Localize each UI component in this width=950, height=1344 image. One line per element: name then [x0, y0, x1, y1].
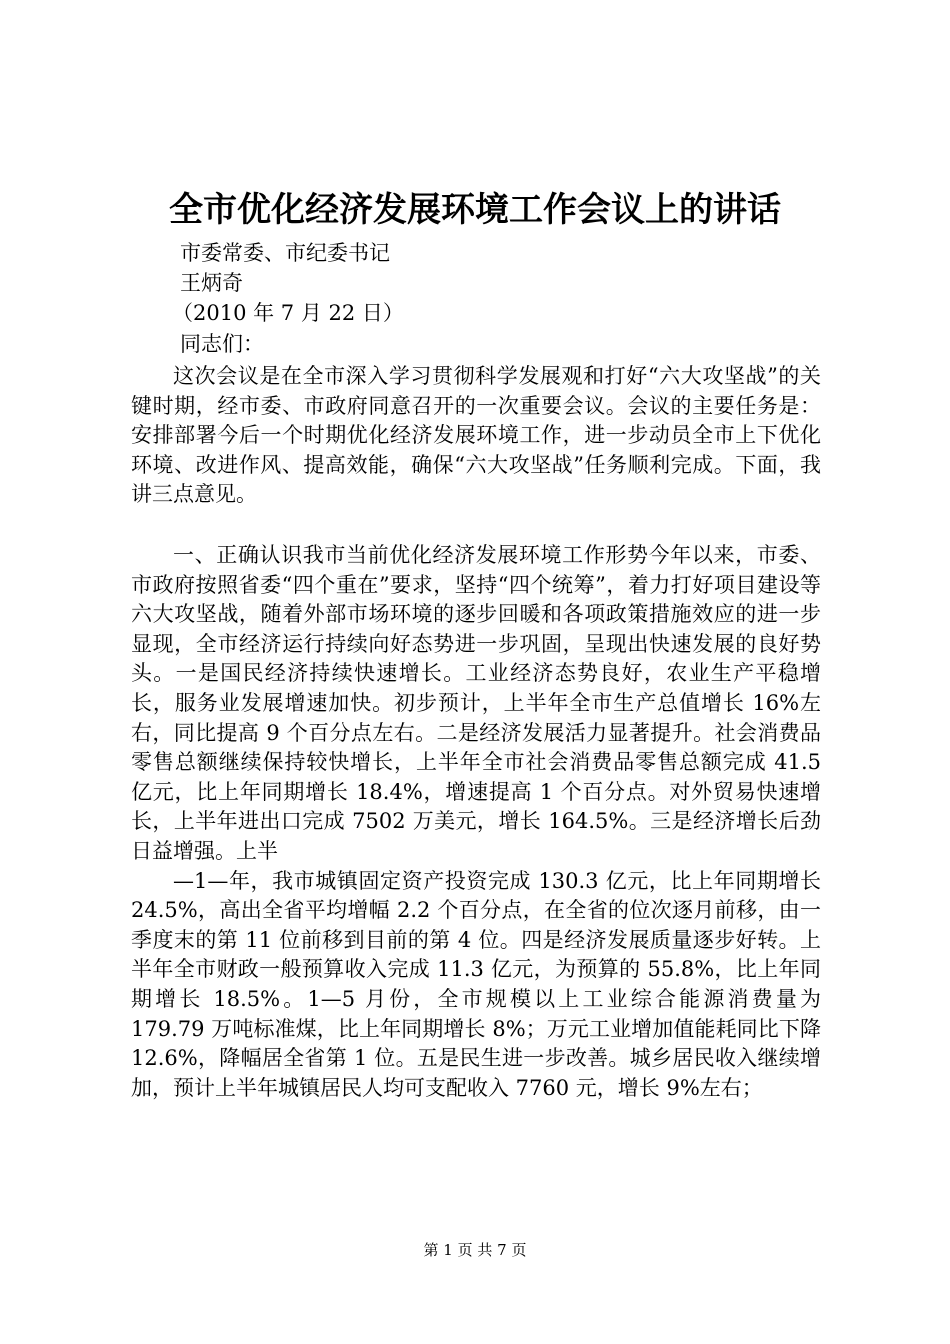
paragraph-section-one: 一、正确认识我市当前优化经济发展环境工作形势今年以来，市委、市政府按照省委“四个重在”要求，坚持“四个统筹”，着力打好项目建设等六大攻坚战，随着外部市场环境的逐步回暖和各项政策措施效应的进一步显现，全市经济运行持续向好态势进一步巩固，呈现出快速发展的良好势头。一是国民经济持续快速增长。工业经济态势良好，农业生产平稳增长，服务业发展增速加快。初步预计，上半年全市生产总值增长 16%左右，同比提高 9 个百分点左右。二是经济发展活力显著提升。社会消费品零售总额继续保持较快增长，上半年全市社会消费品零售总额完成 41.5 亿元，比上年同期增长 18.4%，增速提高 1 个百分点。对外贸易快速增长，上半年进出口完成 7502 万美元，增长 164.5%。三是经济增长后劲日益增强。上半 [131, 543, 821, 863]
page-footer: 第 1 页 共 7 页 [423, 1241, 527, 1259]
speaker-position: 市委常委、市纪委书记 [180, 241, 390, 265]
speaker-name: 王炳奇 [180, 271, 243, 295]
paragraph-continued: —1—年，我市城镇固定资产投资完成 130.3 亿元，比上年同期增长 24.5%，高出全省平均增幅 2.2 个百分点，在全省的位次逐月前移，由一季度末的第 11 位前移到目前的第 4 位。四是经济发展质量逐步好转。上半年全市财政一般预算收入完成 11.3 亿元，为预算的 55.8%，比上年同期增长 18.5%。1—5 月份，全市规模以上工业综合能源消费量为 179.79 万吨标准煤，比上年同期增长 8%；万元工业增加值能耗同比下降 12.6%，降幅居全省第 1 位。五是民生进一步改善。城乡居民收入继续增加，预计上半年城镇居民人均可支配收入 7760 元，增长 9%左右； [131, 868, 821, 1100]
speech-date: （2010 年 7 月 22 日） [172, 301, 404, 325]
paragraph-intro: 这次会议是在全市深入学习贯彻科学发展观和打好“六大攻坚战”的关键时期，经市委、市政府同意召开的一次重要会议。会议的主要任务是：安排部署今后一个时期优化经济发展环境工作，进一步动员全市上下优化环境、改进作风、提高效能，确保“六大攻坚战”任务顺利完成。下面，我讲三点意见。 [131, 364, 821, 507]
body-section-main [131, 541, 821, 1103]
salutation: 同志们： [180, 332, 264, 356]
document-title: 全市优化经济发展环境工作会议上的讲话 [169, 190, 781, 230]
body-section-intro [131, 362, 821, 510]
